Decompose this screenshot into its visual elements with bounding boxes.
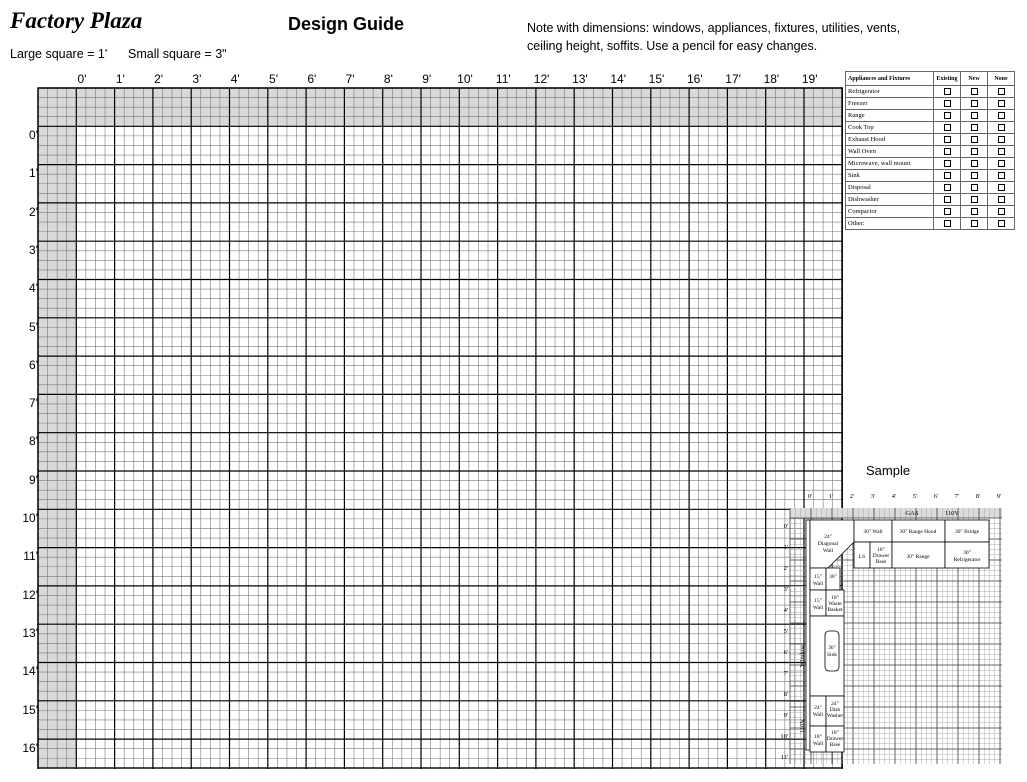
checklist-cell-none <box>988 110 1015 122</box>
checkbox-none[interactable] <box>998 196 1005 203</box>
checklist-cell-new <box>961 170 988 182</box>
sample-fixture-label: Wall <box>812 581 824 587</box>
checkbox-none[interactable] <box>998 220 1005 227</box>
checklist-cell-new <box>961 98 988 110</box>
sample-fixture-label: 24" <box>831 701 839 707</box>
sample-fixture-label: 36" <box>828 645 836 651</box>
checklist-row <box>846 146 1015 158</box>
checklist-cell-none <box>988 182 1015 194</box>
checklist-cell-none <box>988 218 1015 230</box>
sample-fixture-label: Base <box>875 559 887 565</box>
sample-fixture-label: Dish <box>829 707 841 713</box>
checklist-item-name: Cook Top <box>846 122 934 134</box>
sample-wall <box>806 520 810 750</box>
checklist-cell-none <box>988 194 1015 206</box>
checkbox-none[interactable] <box>998 208 1005 215</box>
column-label: 14' <box>610 72 626 86</box>
sample-column-label: 9' <box>996 493 1002 500</box>
row-label: 6' <box>29 357 38 372</box>
checklist-header-new: New <box>961 72 988 86</box>
sample-fixture-label: Sink <box>826 652 838 658</box>
sample-fixture-label: 18" <box>877 547 885 553</box>
sample-column-label: 4' <box>891 493 897 500</box>
checklist-cell-new <box>961 86 988 98</box>
row-label: 10' <box>22 511 38 525</box>
checkbox-new[interactable] <box>971 172 978 179</box>
checklist-row <box>846 182 1015 194</box>
sample-row-label: 1' <box>783 544 788 551</box>
row-label: 11' <box>23 549 38 564</box>
checklist-item-name: Other: <box>846 218 934 230</box>
checklist-cell-none <box>988 170 1015 182</box>
brand-name: Factory Plaza <box>10 8 143 33</box>
checkbox-existing[interactable] <box>944 100 951 107</box>
grid-major-lines <box>38 88 843 769</box>
note-line: Note with dimensions: windows, appliances, fixtures, utilities, vents, <box>527 21 901 35</box>
checkbox-existing[interactable] <box>944 172 951 179</box>
checkbox-new[interactable] <box>971 112 978 119</box>
sample-fixture-label: 30" Range Hood <box>899 529 937 535</box>
checklist-item-name: Freezer <box>846 98 934 110</box>
row-label: 16' <box>22 740 38 755</box>
column-label: 10' <box>457 72 473 86</box>
sample-column-label: 6' <box>933 493 939 500</box>
column-label: 15' <box>648 72 665 86</box>
sample-column-label: 5' <box>912 493 918 500</box>
checklist-item-name: Exhaust Hood <box>846 134 934 146</box>
checklist-cell-existing <box>934 206 961 218</box>
scale-large-label: Large square = 1' <box>10 47 108 61</box>
sample-column-label: 3' <box>870 493 876 500</box>
checklist-cell-existing <box>934 146 961 158</box>
row-label: 13' <box>22 625 38 640</box>
utility-110v: 110V <box>944 510 960 517</box>
sample-column-label: 2' <box>849 493 855 500</box>
checkbox-existing[interactable] <box>944 196 951 203</box>
checkbox-existing[interactable] <box>944 160 951 167</box>
checklist-item-name: Microwave, wall mount <box>846 158 934 170</box>
instructions-note <box>527 19 947 55</box>
checklist-item-name: Disposal <box>846 182 934 194</box>
column-label: 7' <box>345 72 355 86</box>
row-label: 8' <box>29 434 38 449</box>
sample-fixture-label: Base <box>829 742 841 748</box>
sample-24-wall <box>810 696 826 726</box>
row-label: 4' <box>29 281 38 296</box>
checkbox-none[interactable] <box>998 172 1005 179</box>
checklist-cell-existing <box>934 98 961 110</box>
checkbox-none[interactable] <box>998 136 1005 143</box>
checkbox-new[interactable] <box>971 220 978 227</box>
checklist-cell-existing <box>934 218 961 230</box>
sample-row-label: 0' <box>783 523 788 530</box>
row-label: 15' <box>22 702 38 717</box>
sample-row-label: 9' <box>783 712 788 719</box>
sample-fixture-label: Washer <box>826 713 844 719</box>
grid-minor-lines <box>38 88 843 769</box>
checkbox-new[interactable] <box>971 88 978 95</box>
sample-fixture-label: Wall <box>812 712 824 718</box>
checklist-row <box>846 134 1015 146</box>
column-label: 17' <box>725 72 741 86</box>
checkbox-none[interactable] <box>998 100 1005 107</box>
checklist-cell-new <box>961 206 988 218</box>
sample-fixture-label: 30" Range <box>906 554 930 560</box>
checkbox-none[interactable] <box>998 124 1005 131</box>
sample-layout <box>776 490 1002 764</box>
checklist-row <box>846 110 1015 122</box>
checkbox-existing[interactable] <box>944 148 951 155</box>
checklist-cell-none <box>988 86 1015 98</box>
sample-fixture-label: Refrigerator <box>953 557 981 563</box>
sample-row-label: 11' <box>780 754 788 761</box>
checkbox-new[interactable] <box>971 184 978 191</box>
sample-fixture-label: Wall <box>812 741 824 747</box>
checklist-row <box>846 122 1015 134</box>
checklist-cell-existing <box>934 158 961 170</box>
row-label: 3' <box>29 242 38 257</box>
column-label: 9' <box>422 72 432 86</box>
checkbox-existing[interactable] <box>944 124 951 131</box>
checkbox-none[interactable] <box>998 112 1005 119</box>
checkbox-new[interactable] <box>971 136 978 143</box>
sample-fixture-label: 18" <box>814 734 822 740</box>
sample-110v-label: 110V <box>799 718 806 734</box>
checklist-cell-existing <box>934 182 961 194</box>
column-label: 6' <box>307 72 317 86</box>
checklist-cell-none <box>988 146 1015 158</box>
sample-fixture-label: Wall <box>812 605 824 611</box>
sample-fixture-label: 24" <box>814 705 822 711</box>
page-title: Design Guide <box>288 14 405 34</box>
checklist-cell-none <box>988 134 1015 146</box>
checklist-header-row <box>846 72 1015 86</box>
sample-fixture-label: Drawer <box>872 553 890 559</box>
checklist-cell-existing <box>934 194 961 206</box>
checklist-row <box>846 158 1015 170</box>
checklist-item-name: Range <box>846 110 934 122</box>
sample-row-label: 8' <box>783 691 788 698</box>
sample-fixture-label: 18" <box>831 730 839 736</box>
sample-title: Sample <box>866 463 911 478</box>
row-label: 2' <box>29 204 38 219</box>
checklist-header-name: Appliances and Fixtures <box>846 72 934 86</box>
row-label: 5' <box>29 319 38 334</box>
sample-row-label: 7' <box>783 670 788 677</box>
sample-fixture-label: 30" <box>963 550 971 556</box>
checklist-cell-new <box>961 158 988 170</box>
checklist-header-none: None <box>988 72 1015 86</box>
checklist-cell-existing <box>934 122 961 134</box>
sample-window-label: Window <box>799 644 806 668</box>
sample-fixture-label: Waste <box>828 601 842 607</box>
checkbox-new[interactable] <box>971 124 978 131</box>
checkbox-existing[interactable] <box>944 220 951 227</box>
checklist-cell-new <box>961 194 988 206</box>
sample-fixture-label: LS <box>858 554 866 560</box>
sample-fixture-label: 18" <box>831 595 839 601</box>
column-label: 18' <box>763 72 780 86</box>
checkbox-new[interactable] <box>971 160 978 167</box>
sample-fixture-label: 15" <box>814 598 822 604</box>
checklist-cell-none <box>988 206 1015 218</box>
row-label: 9' <box>29 472 38 487</box>
checkbox-none[interactable] <box>998 160 1005 167</box>
column-label: 16' <box>686 72 703 86</box>
checkbox-new[interactable] <box>971 100 978 107</box>
checklist-cell-existing <box>934 86 961 98</box>
row-label: 14' <box>22 664 38 679</box>
column-label: 11' <box>495 72 511 86</box>
checklist-item-name: Sink <box>846 170 934 182</box>
main-grid[interactable] <box>37 87 843 769</box>
sample-row-label: 2' <box>783 565 788 572</box>
column-label: 4' <box>230 72 240 86</box>
checklist-row <box>846 206 1015 218</box>
checkbox-existing[interactable] <box>944 208 951 215</box>
checkbox-existing[interactable] <box>944 184 951 191</box>
sample-fixture-label: 24" <box>824 534 832 540</box>
scale-small-label: Small square = 3" <box>128 47 227 61</box>
checklist-cell-none <box>988 158 1015 170</box>
column-label: 2' <box>154 72 164 86</box>
checklist-cell-new <box>961 134 988 146</box>
sample-sink <box>825 631 839 671</box>
sample-fixture-label: Basket <box>827 607 843 613</box>
sample-row-label: 6' <box>783 649 788 656</box>
sample-column-label: 7' <box>954 493 960 500</box>
sample-column-label: 1' <box>828 493 834 500</box>
checklist-row <box>846 218 1015 230</box>
sample-row-label: 5' <box>783 628 788 635</box>
sample-fixture-label: 36" <box>829 574 837 580</box>
sample-fixture-label: 30" Wall <box>863 529 883 535</box>
row-label: 1' <box>29 166 38 181</box>
column-label: 1' <box>115 72 125 86</box>
checklist-cell-existing <box>934 110 961 122</box>
sample-fixture-label: Drawer <box>826 736 844 742</box>
checkbox-none[interactable] <box>998 184 1005 191</box>
checkbox-none[interactable] <box>998 148 1005 155</box>
checkbox-existing[interactable] <box>944 112 951 119</box>
row-label: 7' <box>29 396 38 411</box>
checklist-row <box>846 98 1015 110</box>
sample-row-label: 3' <box>783 586 788 593</box>
checklist-header-existing: Existing <box>934 72 961 86</box>
checklist-cell-none <box>988 98 1015 110</box>
sample-fixture-label: Diagonal <box>817 541 839 547</box>
checkbox-none[interactable] <box>998 88 1005 95</box>
checklist-cell-new <box>961 146 988 158</box>
column-label: 5' <box>269 72 278 86</box>
sample-row-label: 10' <box>780 733 788 740</box>
column-label: 13' <box>572 72 588 86</box>
checklist-cell-new <box>961 182 988 194</box>
row-label: 12' <box>22 587 38 602</box>
appliance-checklist <box>845 71 1015 230</box>
checklist-row <box>846 86 1015 98</box>
note-line: ceiling height, soffits. Use a pencil for easy changes. <box>527 39 818 53</box>
sample-column-label: 8' <box>975 493 981 500</box>
sample-fixture-label: Wall <box>822 548 834 554</box>
checklist-item-name: Wall Oven <box>846 146 934 158</box>
sample-fixture-label: 15" <box>814 574 822 580</box>
checkbox-existing[interactable] <box>944 136 951 143</box>
checklist-row <box>846 170 1015 182</box>
checkbox-existing[interactable] <box>944 88 951 95</box>
checkbox-new[interactable] <box>971 196 978 203</box>
utility-gas: GAS <box>905 510 919 517</box>
column-label: 3' <box>192 72 202 86</box>
checklist-cell-new <box>961 110 988 122</box>
checklist-item-name: Dishwasher <box>846 194 934 206</box>
checklist-item-name: Refrigerator <box>846 86 934 98</box>
column-label: 19' <box>801 72 818 86</box>
checklist-cell-existing <box>934 134 961 146</box>
checklist-cell-none <box>988 122 1015 134</box>
checklist-row <box>846 194 1015 206</box>
checkbox-new[interactable] <box>971 208 978 215</box>
sample-row-label: 4' <box>783 607 788 614</box>
sample-column-label: 0' <box>807 493 813 500</box>
sample-fixture-label: 30" Bridge <box>954 529 980 535</box>
column-label: 12' <box>533 72 550 86</box>
column-label: 0' <box>77 72 87 86</box>
checklist-cell-new <box>961 122 988 134</box>
column-label: 8' <box>383 72 393 86</box>
row-label: 0' <box>29 128 38 142</box>
checkbox-new[interactable] <box>971 148 978 155</box>
checklist-item-name: Compactor <box>846 206 934 218</box>
checklist-cell-existing <box>934 170 961 182</box>
checklist-cell-new <box>961 218 988 230</box>
